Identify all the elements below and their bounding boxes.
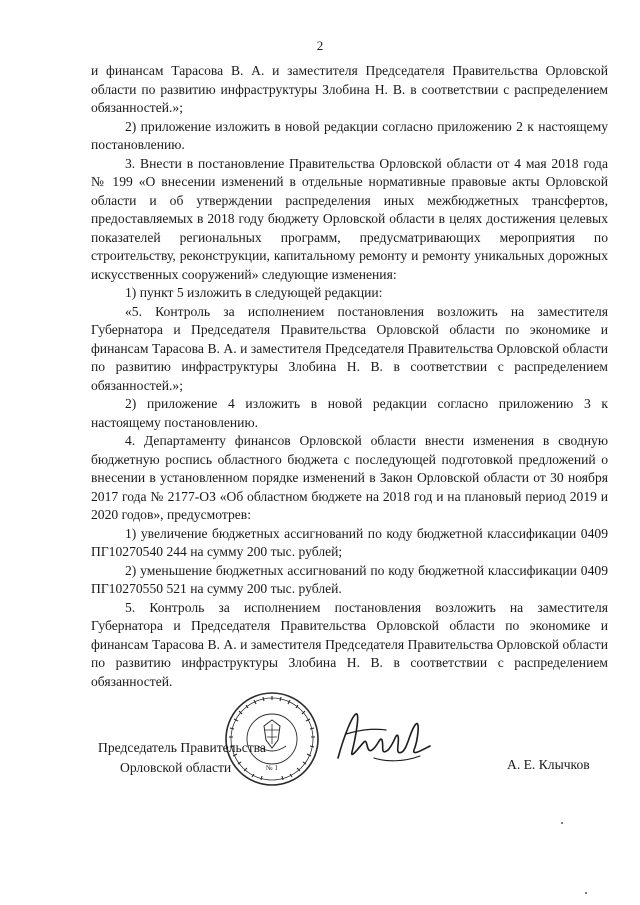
signatory-title-line2: Орловской области <box>120 760 232 775</box>
paragraph: 5. Контроль за исполнением постановления возложить на заместителя Губернатора и Председателя Правительства Орловской области по экономике и финансам Тарасова В. А. и заместителя Председателя Правительства Орловской области по развитию инфраструктуры Злобина Н. В. в соответствии с распределением обязанностей. <box>91 599 608 689</box>
paragraph: «5. Контроль за исполнением постановления возложить на заместителя Губернатора и Председателя Правительства Орловской области по экономике и финансам Тарасова В. А. и заместителя Председателя Правительства Орловской области по развитию инфраструктуры Злобина Н. В. в соответствии с распределением обязанностей.»; <box>91 303 608 393</box>
signatory-name: А. Е. Клычков <box>507 757 590 772</box>
paragraph: и финансам Тарасова В. А. и заместителя Председателя Правительства Орловской области по развитию инфраструктуры Злобина Н. В. в соответствии с распределением обязанностей.»; <box>91 63 608 115</box>
signatory-title-line1: Председатель Правительства <box>98 740 266 755</box>
scan-artifact <box>585 892 587 894</box>
paragraph: 1) пункт 5 изложить в следующей редакции: <box>125 285 383 300</box>
scan-artifact <box>561 822 563 824</box>
signatory-title <box>98 738 266 778</box>
paragraph: 1) увеличение бюджетных ассигнований по коду бюджетной классификации 0409 ПГ10270540 244 на сумму 200 тыс. рублей; <box>91 525 608 559</box>
paragraph: 2) уменьшение бюджетных ассигнований по коду бюджетной классификации 0409 ПГ10270550 521 на сумму 200 тыс. рублей. <box>91 562 608 596</box>
paragraph: 2) приложение изложить в новой редакции согласно приложению 2 к настоящему постановлению. <box>91 118 608 152</box>
paragraph: 3. Внести в постановление Правительства Орловской области от 4 мая 2018 года № 199 «О внесении изменений в отдельные нормативные правовые акты Орловской области и об утверждении распределения иных межбюджетных трансфертов, предоставляемых в 2018 году бюджету Орловской области в целях достижения целевых показателей региональных программ, предусматривающих мероприятия по строительству, реконструкции, капитальному ремонту и ремонту уникальных дорожных искусственных сооружений» следующие изменения: <box>91 155 608 282</box>
svg-text:№ 1: № 1 <box>266 764 278 772</box>
handwritten-signature-icon <box>330 706 438 772</box>
paragraph: 4. Департаменту финансов Орловской области внести изменения в сводную бюджетную роспись областного бюджета с последующей подготовкой предложений о внесении в установленном порядке изменений в Закон Орловской области от 30 ноября 2017 года № 2177-ОЗ «Об областном бюджете на 2018 год и на плановый период 2019 и 2020 годов», предусмотрев: <box>91 433 608 522</box>
paragraph: 2) приложение 4 изложить в новой редакции согласно приложению 3 к настоящему постановлению. <box>91 396 608 430</box>
page-number: 2 <box>316 38 324 53</box>
